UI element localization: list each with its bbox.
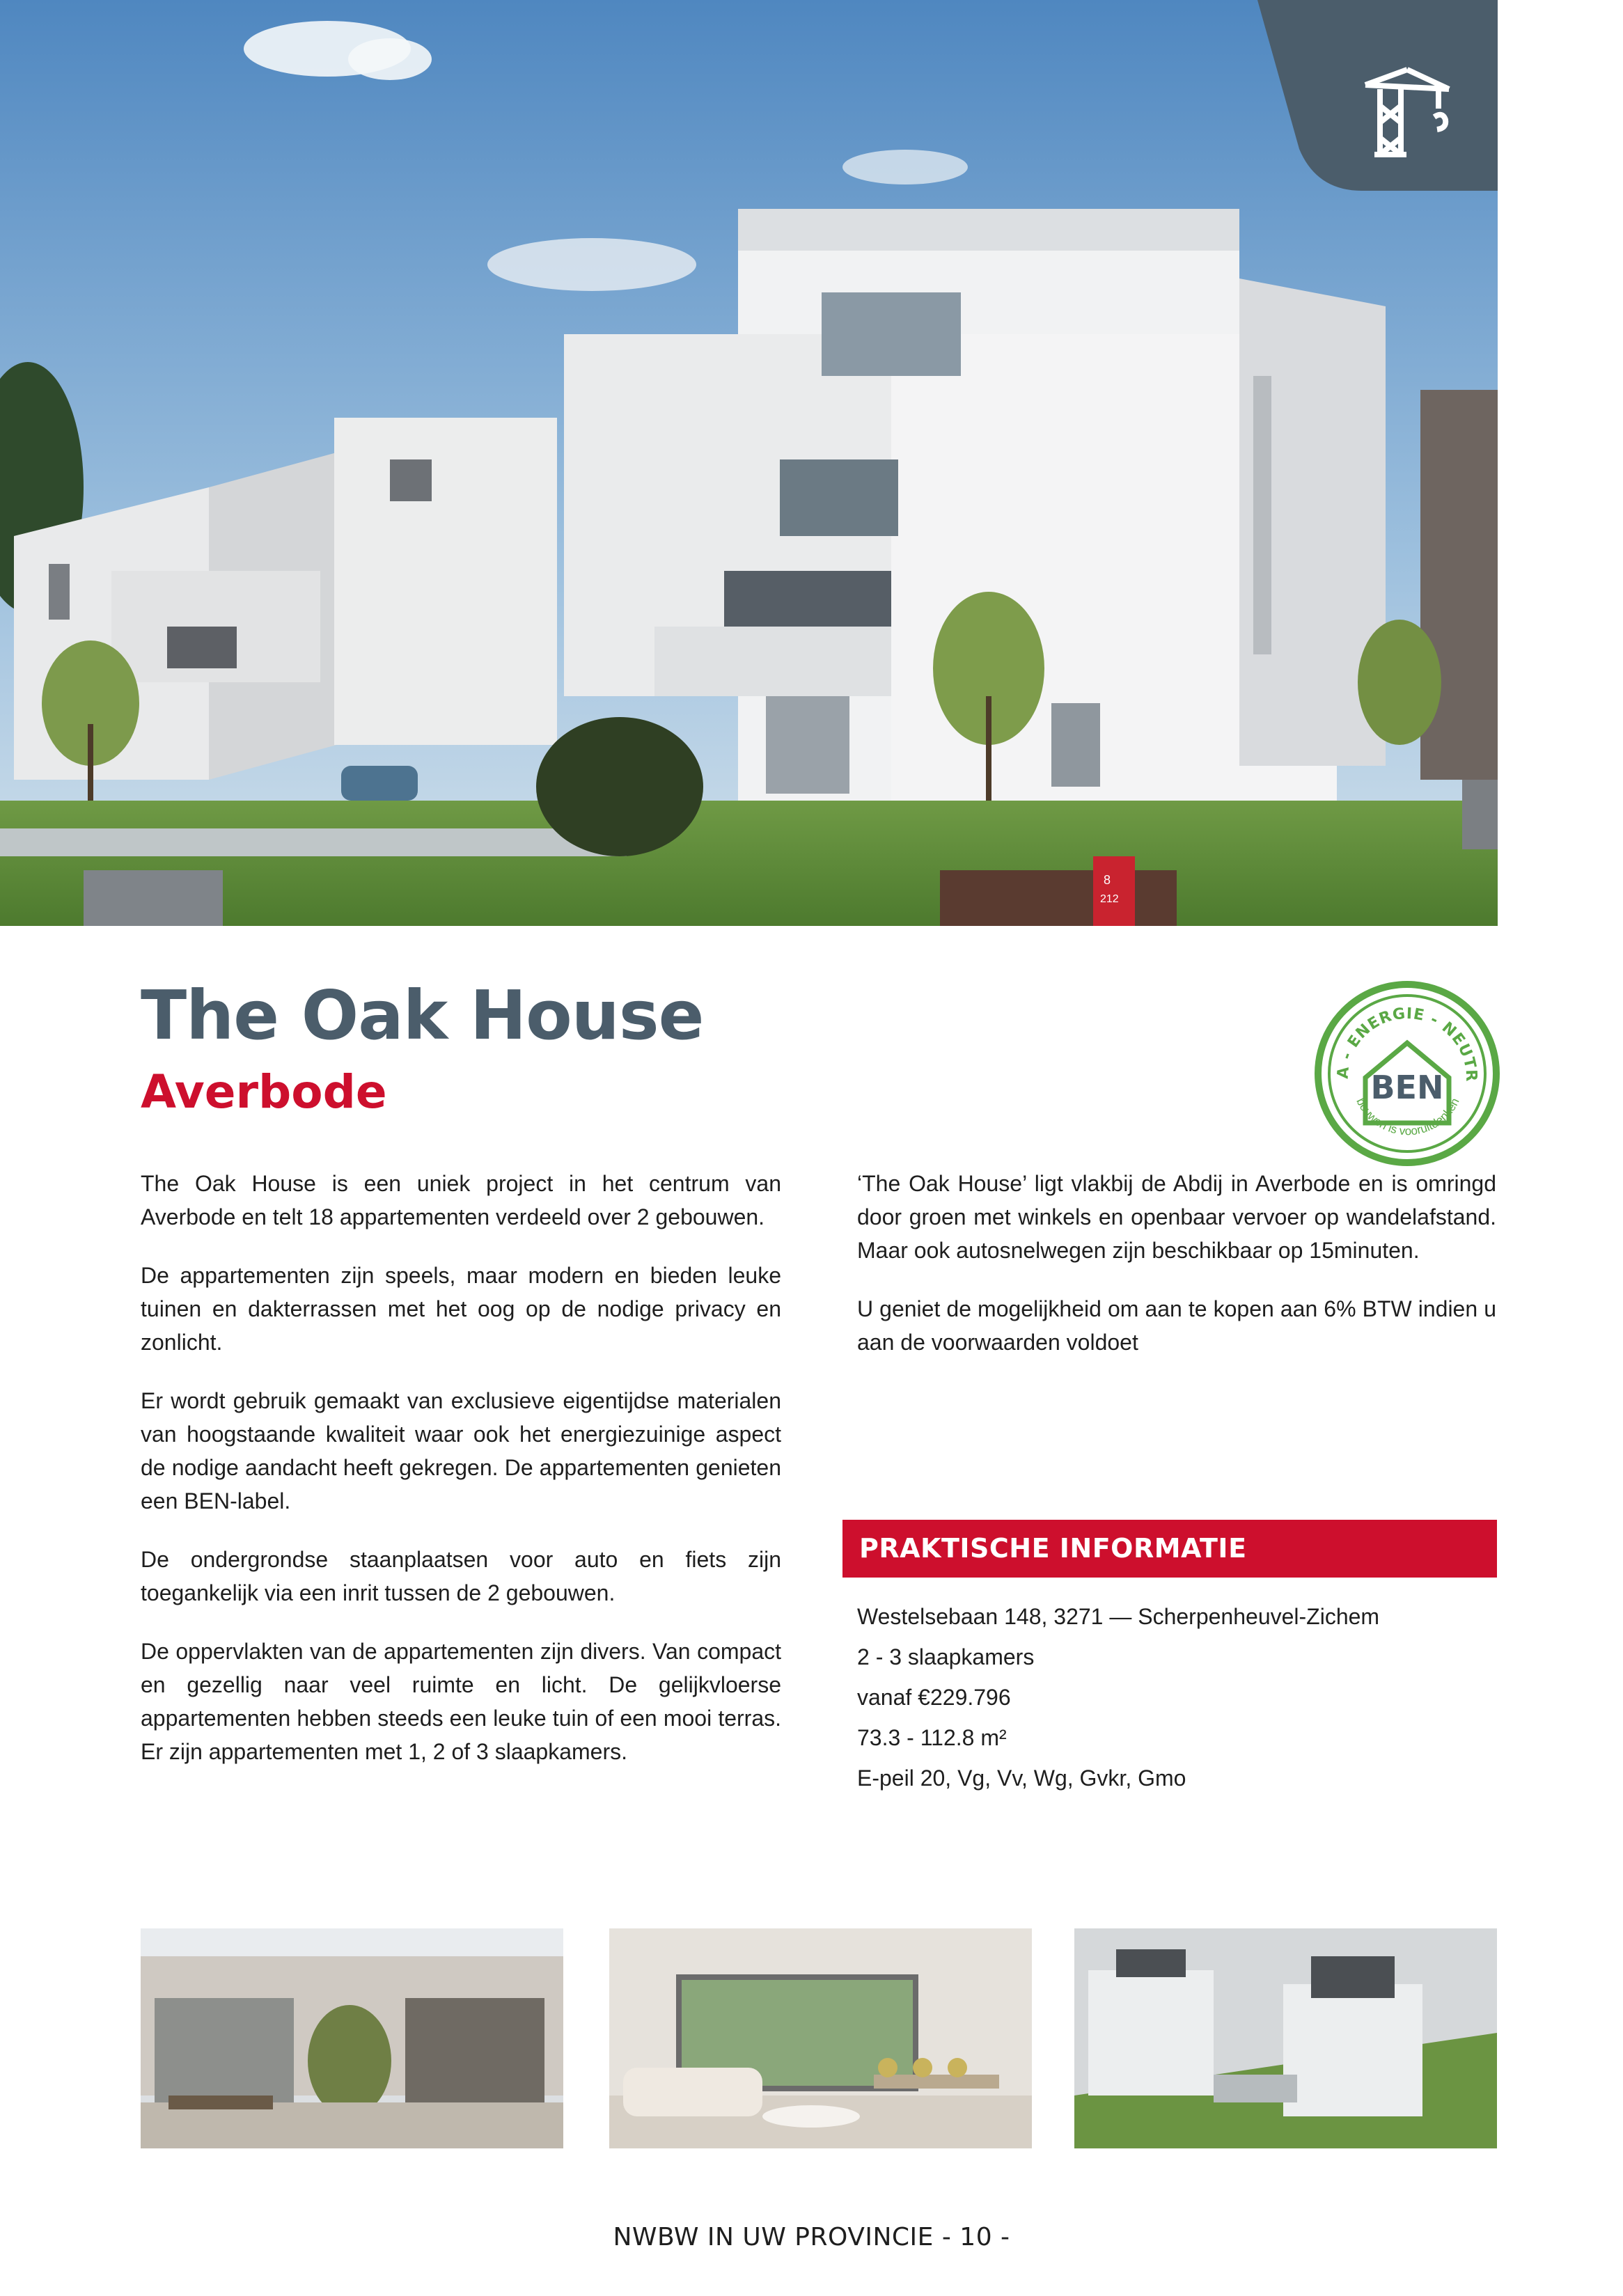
paragraph: De ondergrondse staanplaatsen voor auto en fiets zijn toegankelijk via een inrit tussen de 2 gebouwen. xyxy=(141,1547,781,1605)
info-heading: PRAKTISCHE INFORMATIE xyxy=(842,1520,1497,1578)
location-subtitle: Averbode xyxy=(141,1065,387,1119)
ben-label-badge xyxy=(1313,980,1501,1167)
info-price: vanaf €229.796 xyxy=(857,1685,1011,1710)
construction-tab xyxy=(1257,0,1498,234)
info-bedrooms: 2 - 3 slaapkamers xyxy=(857,1644,1035,1669)
thumbnail-terrace xyxy=(141,1928,563,2148)
paragraph: The Oak House is een uniek project in het centrum van Averbode en telt 18 appartementen verdeeld over 2 gebouwen. xyxy=(141,1171,781,1229)
paragraph: De appartementen zijn speels, maar modern en bieden leuke tuinen en dakterrassen met het oog op de nodige privacy en zonlicht. xyxy=(141,1263,781,1355)
ben-arc-text: A - ENERGIE - NEUTR xyxy=(1334,1005,1480,1083)
hero-mailbox-number: 8 xyxy=(1104,873,1111,887)
thumbnail-aerial xyxy=(1074,1928,1497,2148)
info-list xyxy=(857,1603,1496,1804)
description-right-column xyxy=(857,1167,1496,1384)
ben-center-text: BEN xyxy=(1370,1069,1444,1106)
paragraph: ‘The Oak House’ ligt vlakbij de Abdij in Averbode en is omringd door groen met winkels en openbaar vervoer op wandelafstand. Maar ook autosnelwegen zijn beschikbaar op 15minuten. xyxy=(857,1171,1496,1263)
info-energy: E-peil 20, Vg, Vv, Wg, Gvkr, Gmo xyxy=(857,1766,1186,1791)
description-left-column xyxy=(141,1167,781,1793)
page-title: The Oak House xyxy=(141,976,704,1055)
page-footer: NWBW IN UW PROVINCIE - 10 - xyxy=(613,2223,1010,2251)
paragraph: U geniet de mogelijkheid om aan te kopen aan 6% BTW indien u aan de voorwaarden voldoet xyxy=(857,1296,1496,1355)
info-area: 73.3 - 112.8 m² xyxy=(857,1725,1007,1750)
paragraph: De oppervlakten van de appartementen zijn divers. Van compact en gezellig naar veel ruimte en licht. De gelijkvloerse appartementen hebben steeds een leuke tuin of een mooi terras. Er zijn appartementen met 1, 2 of 3 slaapkamers. xyxy=(141,1639,781,1764)
thumbnail-living-room xyxy=(609,1928,1032,2148)
ben-bottom-text: bouwen is vooruitdenken xyxy=(1354,1096,1462,1138)
paragraph: Er wordt gebruik gemaakt van exclusieve eigentijdse materialen van hoogstaande kwaliteit waar ook het energiezuinige aspect de nodige aandacht heeft gekregen. De appartementen genieten een BEN-label. xyxy=(141,1388,781,1513)
info-address: Westelsebaan 148, 3271 — Scherpenheuvel-Zichem xyxy=(857,1604,1380,1629)
hero-house-number: 212 xyxy=(1100,893,1119,905)
